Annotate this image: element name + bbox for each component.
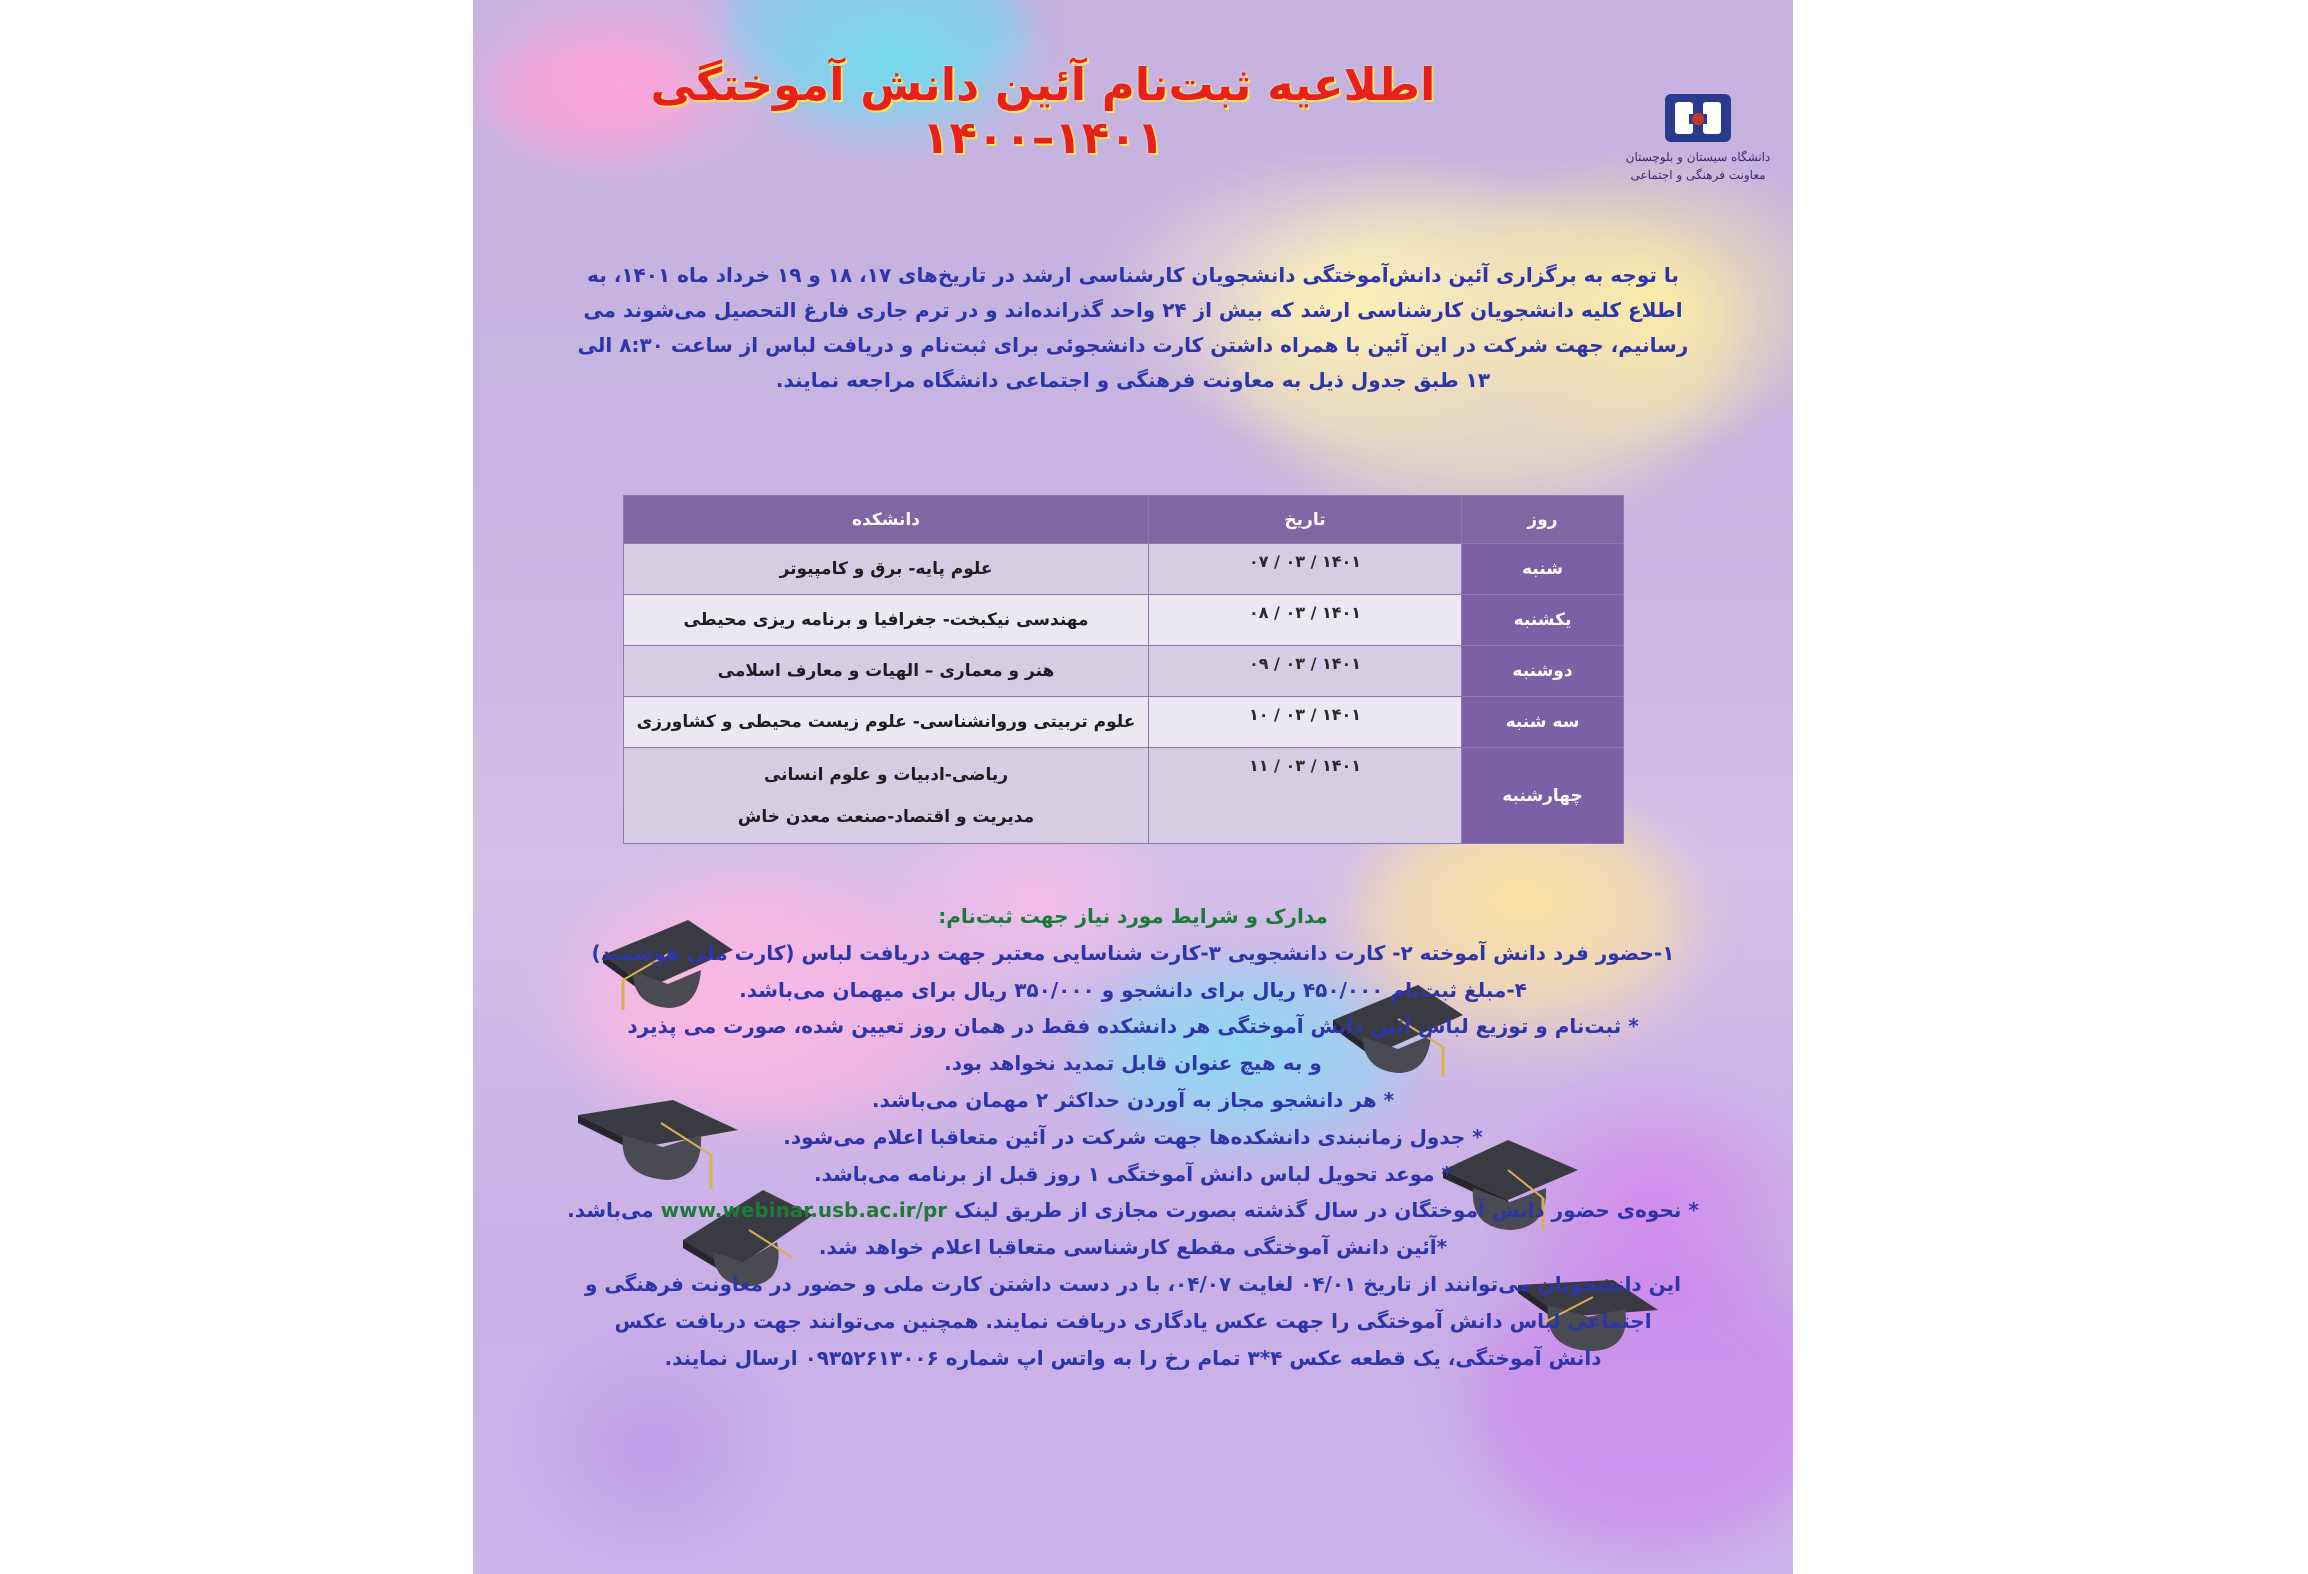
table-row	[624, 595, 1624, 646]
requirements-line-8	[528, 1192, 1738, 1229]
cell-faculty-line-2: مدیریت و اقتصاد-صنعت معدن خاش	[737, 806, 1035, 827]
header-date: تاریخ	[1149, 496, 1462, 544]
table-row	[624, 748, 1624, 844]
cell-faculty-line-1: ریاضی-ادبیات و علوم انسانی	[763, 764, 1009, 785]
university-emblem-icon	[1663, 92, 1733, 144]
university-logo	[1623, 92, 1773, 222]
requirements-line-8-before: * نحوه‌ی حضور دانش آموختگان در سال گذشته بصورت مجازی از طریق لینک	[954, 1198, 1699, 1223]
table-row	[624, 646, 1624, 697]
cell-faculty: علوم پایه- برق و کامپیوتر	[624, 544, 1149, 595]
cell-day: سه شنبه	[1462, 697, 1624, 748]
cell-faculty: هنر و معماری – الهیات و معارف اسلامی	[624, 646, 1149, 697]
cell-faculty	[624, 748, 1149, 844]
header-day: روز	[1462, 496, 1624, 544]
table-row	[624, 544, 1624, 595]
cell-day: دوشنبه	[1462, 646, 1624, 697]
cell-day: چهارشنبه	[1462, 748, 1624, 844]
requirements-line-3: * ثبت‌نام و توزیع لباس آئین دانش آموختگی هر دانشکده فقط در همان روز تعیین شده، صورت می پذیرد	[627, 1014, 1639, 1039]
cell-faculty: علوم تربیتی وروانشناسی- علوم زیست محیطی و کشاورزی	[624, 697, 1149, 748]
requirements-line-12: دانش آموختگی، یک قطعه عکس ۴*۳ تمام رخ را به واتس اپ شماره ۰۹۳۵۲۶۱۳۰۰۶ ارسال نمایند.	[664, 1345, 1602, 1370]
requirements-line-8-after: می‌باشد.	[567, 1198, 654, 1223]
cell-date: ۱۴۰۱ / ۰۳ / ۱۰	[1149, 697, 1462, 748]
logo-department-name: معاونت فرهنگی و اجتماعی	[1630, 168, 1766, 182]
schedule-table	[623, 495, 1624, 844]
cell-date: ۱۴۰۱ / ۰۳ / ۱۱	[1149, 748, 1462, 844]
requirements-heading: مدارک و شرایط مورد نیاز جهت ثبت‌نام:	[938, 904, 1328, 928]
cell-date: ۱۴۰۱ / ۰۳ / ۰۸	[1149, 595, 1462, 646]
intro-line-3: رسانیم، جهت شرکت در این آئین با همراه داشتن کارت دانشجوئی برای ثبت‌نام و دریافت لباس از ساعت ۸:۳۰ الی	[577, 333, 1689, 357]
requirements-line-5: * هر دانشجو مجاز به آوردن حداکثر ۲ مهمان می‌باشد.	[871, 1087, 1395, 1112]
header-faculty: دانشکده	[624, 496, 1149, 544]
page-title: اطلاعیه ثبت‌نام آئین دانش آموختگی ۱۴۰۱–۱۴۰۰	[650, 58, 1436, 164]
cell-day: شنبه	[1462, 544, 1624, 595]
intro-line-1: با توجه به برگزاری آئین دانش‌آموختگی دانشجویان کارشناسی ارشد در تاریخ‌های ۱۷، ۱۸ و ۱۹ خرداد ماه ۱۴۰۱، به	[587, 263, 1679, 287]
requirements-line-1: ۱-حضور فرد دانش آموخته ۲- کارت دانشجویی ۳-کارت شناسایی معتبر جهت دریافت لباس (کارت ملی هوشمند)	[591, 940, 1675, 965]
intro-paragraph	[528, 258, 1738, 398]
logo-university-name: دانشگاه سیستان و بلوچستان	[1625, 150, 1771, 164]
cell-faculty: مهندسی نیکبخت- جغرافیا و برنامه ریزی محیطی	[624, 595, 1149, 646]
requirements-line-7: * موعد تحویل لباس دانش آموختگی ۱ روز قبل از برنامه می‌باشد.	[813, 1161, 1453, 1186]
requirements-line-4: و به هیچ عنوان قابل تمدید نخواهد بود.	[944, 1051, 1322, 1076]
requirements-line-2: ۴-مبلغ ثبت‌نام ۴۵۰/۰۰۰ ریال برای دانشجو و ۳۵۰/۰۰۰ ریال برای میهمان می‌باشد.	[739, 977, 1527, 1002]
requirements-line-10: این دانشجویان می‌توانند از تاریخ ۰۴/۰۱ لغایت ۰۴/۰۷، با در دست داشتن کارت ملی و حضور در معاونت فرهنگی و	[584, 1271, 1682, 1296]
intro-line-2: اطلاع کلیه دانشجویان کارشناسی ارشد که بیش از ۲۴ واحد گذرانده‌اند و در ترم جاری فارغ التحصیل می‌شوند می	[583, 298, 1683, 322]
cell-date: ۱۴۰۱ / ۰۳ / ۰۹	[1149, 646, 1462, 697]
cell-day: یکشنبه	[1462, 595, 1624, 646]
requirements-line-11: اجتماعی لباس دانش آموختگی را جهت عکس یادگاری دریافت نمایند. همچنین می‌توانند جهت دریافت عکس	[614, 1308, 1652, 1333]
table-row	[624, 697, 1624, 748]
requirements-line-6: * جدول زمانبندی دانشکده‌ها جهت شرکت در آئین متعاقبا اعلام می‌شود.	[783, 1124, 1483, 1149]
webinar-link[interactable]: www.webinar.usb.ac.ir/pr	[660, 1198, 948, 1223]
requirements-section	[528, 898, 1738, 1376]
cell-date: ۱۴۰۱ / ۰۳ / ۰۷	[1149, 544, 1462, 595]
intro-line-4: ۱۳ طبق جدول ذیل به معاونت فرهنگی و اجتماعی دانشگاه مراجعه نمایند.	[775, 368, 1491, 392]
table-header-row	[624, 496, 1624, 544]
requirements-line-9: *آئین دانش آموختگی مقطع کارشناسی متعاقبا اعلام خواهد شد.	[818, 1235, 1448, 1260]
poster	[473, 0, 1793, 1574]
